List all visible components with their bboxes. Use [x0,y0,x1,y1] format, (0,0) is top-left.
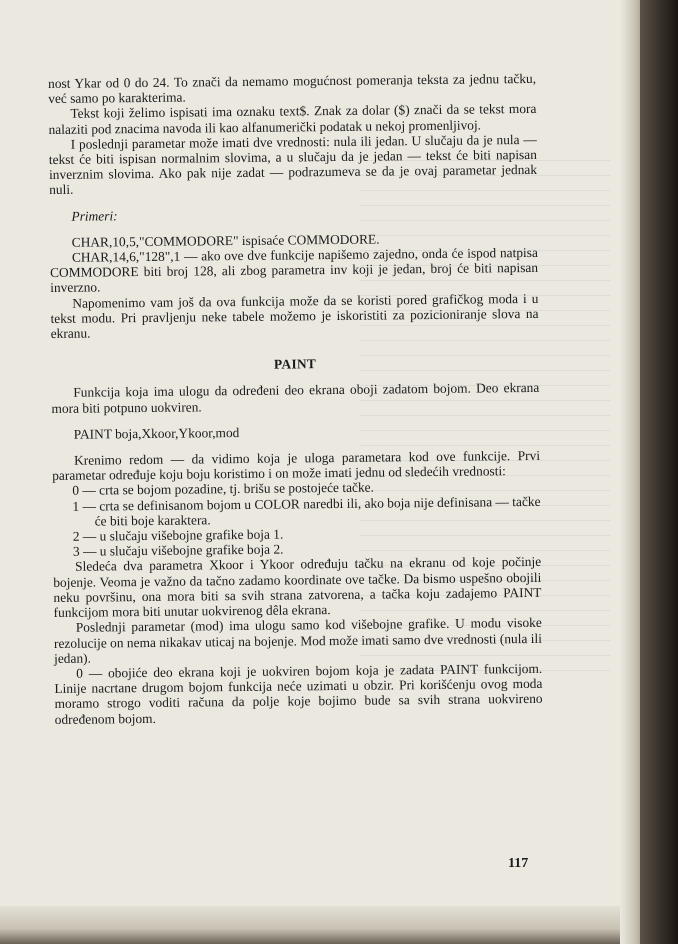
list-item: 1 — crta se definisanom bojom u COLOR naredbi ili, ako boja nije definisana — tačke će biti boje karaktera. [72,493,541,529]
list-item: 0 — crta se bojom pozadine, tj. brišu se postojeće tačke. [72,480,374,499]
paint-syntax: PAINT boja,Xkoor,Ykoor,mod [73,424,240,442]
params-intro: Krenimo redom — da vidimo koja je uloga parametara kod ove funkcije. Prvi parametar određuje koju boju koristimo i on može imati jednu od sledećih vrednosti: [52,447,541,484]
paragraph-inv-param: I poslednji parametar može imati dve vrednosti: nula ili jedan. U slučaju da je nula — tekst će biti ispisan normalnim slovima, a u slučaju da je jedan — tekst će biti napisan inverznim slovima. Ako pak nije zadat — podrazumeva se da je ovaj parametar jednak nuli. [48,131,538,198]
section-title-paint: PAINT [273,356,317,372]
page-bottom-shadow [0,906,640,944]
examples-heading: Primeri: [71,207,118,224]
mod-zero-paragraph: 0 — obojiće deo ekrana koji je uokviren bojom koja je zadata PAINT funkcijom. Linije nacrtane drugom bojom funkcija neće uzimati u obzir. Pri korišćenju ovog moda moramo strogo voditi računa da polje koje bojimo bude sa svih strana uokvireno određenom bojom. [54,660,543,727]
list-item: 2 — u slučaju višebojne grafike boja 1. [72,526,284,544]
page-number: 117 [508,856,529,871]
page-edge [620,0,642,944]
binding-shadow [640,0,678,944]
mod-paragraph: Poslednji parametar (mod) ima ulogu samo kod višebojne grafike. U modu visoke rezolucije on nema nikakav uticaj na bojenje. Mod može imati samo dve vrednosti (nula ili jedan). [53,615,542,666]
example-2: CHAR,14,6,"128",1 — ako ove dve funkcije napišemo zajedno, onda će ispod natpisa COMMODORE biti broj 128, ali zbog parametra inv koji je jedan, broj će biti napisan inverzno. [49,244,539,296]
paragraph-continuation: nost Ykar od 0 do 24. To znači da nemamo mogućnost pomeranja teksta za jednu tačku, već samo po karakterima. [48,70,537,107]
note-paragraph: Napomenimo vam još da ova funkcija može da se koristi pored grafičkog moda i u tekst modu. Pri pravljenju neke tabele možemo je iskoristiti za pozicioniranje slova na ekranu. [50,290,539,342]
page-text [48,71,543,727]
paint-intro: Funkcija koja ima ulogu da određeni deo ekrana oboji zadatom bojom. Deo ekrana mora biti potpuno uokviren. [51,380,540,416]
list-item: 3 — u slučaju višebojne grafike boja 2. [72,541,284,560]
paragraph-text-param: Tekst koji želimo ispisati ima oznaku text$. Znak za dolar ($) znači da se tekst mora nalaziti pod znacima navoda ili kao alfanumerički podatak u nekoj promenljivoj. [48,101,537,137]
coords-paragraph: Sledeća dva parametra Xkoor i Ykoor određuju tačku na ekranu od koje počinje bojenje. Veoma je važno da tačno zadamo koordinate ove tačke. Da bismo uspešno obojili neku površinu, ona mora biti sa svih strana zatvorena, a tačka koju zadajemo PAINT funkcijom mora biti unutar uokvirenog dêla ekrana. [53,554,542,621]
example-1: CHAR,10,5,"COMMODORE" ispisaće COMMODORE. [71,231,380,250]
